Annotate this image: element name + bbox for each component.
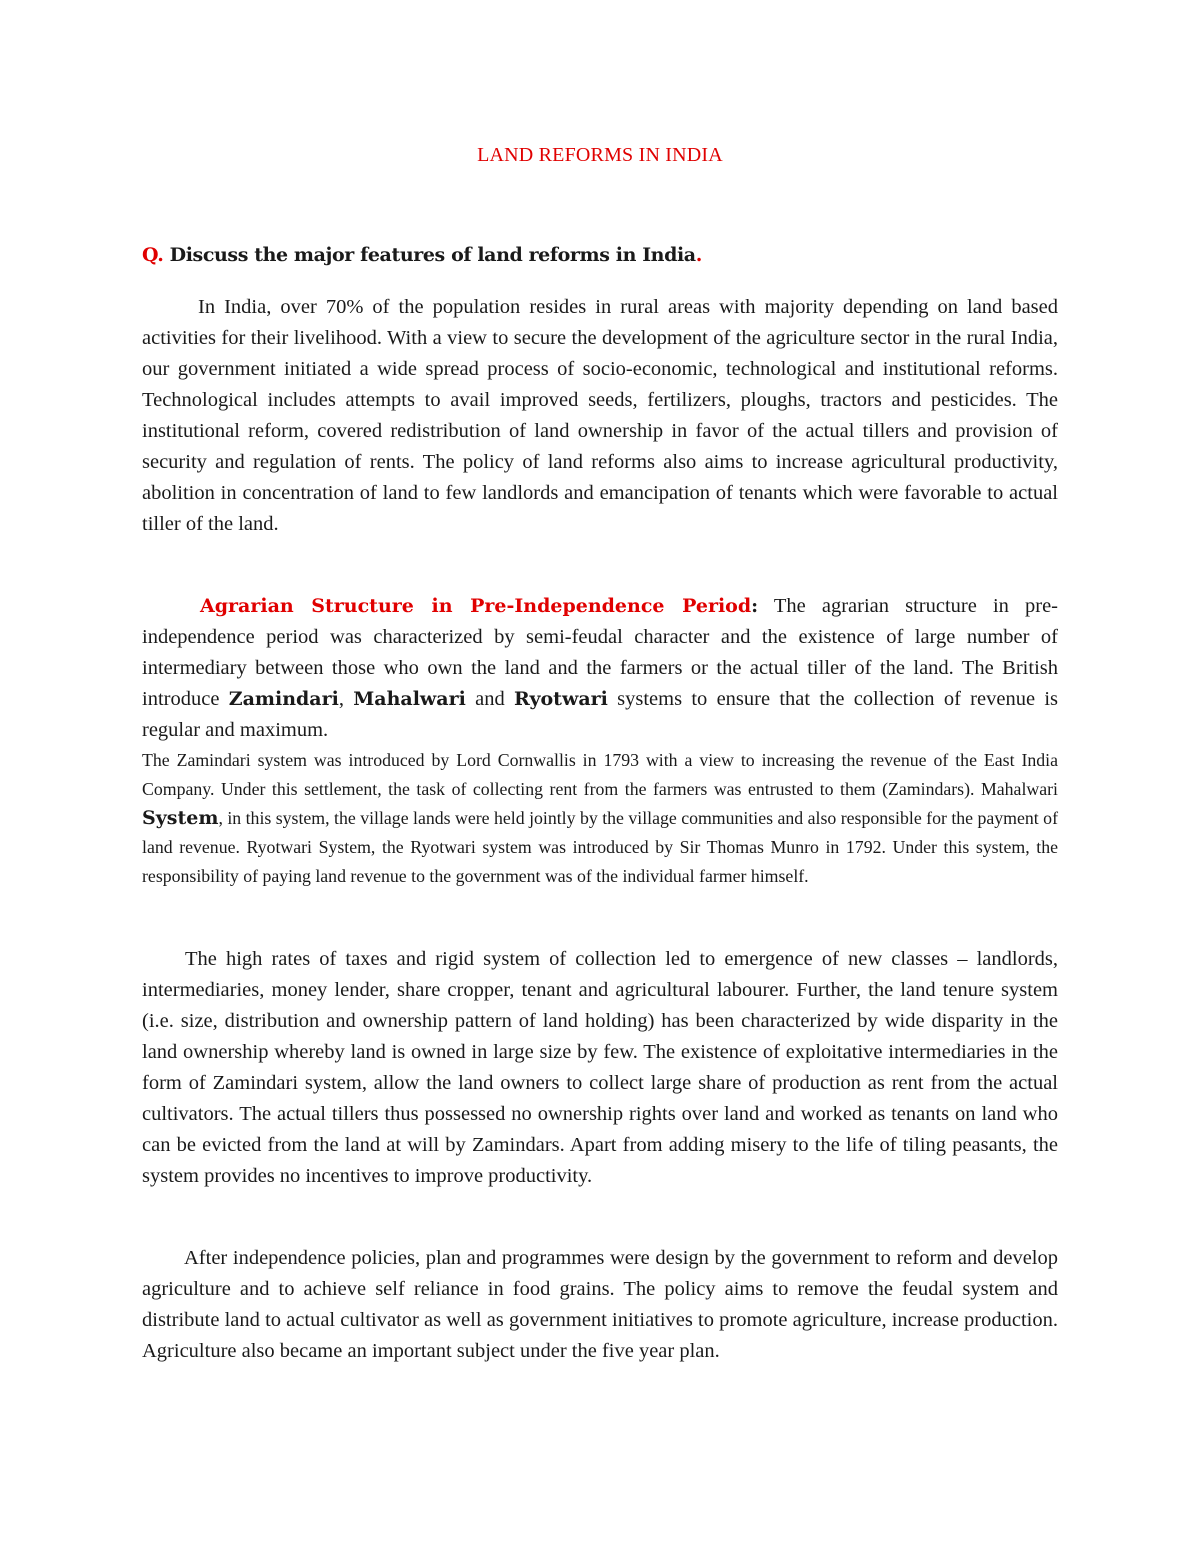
page-title: LAND REFORMS IN INDIA: [477, 144, 723, 166]
paragraph-agrarian-structure: [142, 591, 1058, 891]
question-text: Discuss the major features of land reforms in India: [163, 244, 696, 266]
term-separator-1: ,: [338, 688, 354, 710]
agrarian-text-4: , in this system, the village lands were held jointly by the village communities and also responsible for the payment of land revenue. Ryotwari System, the Ryotwari system was introduced by Sir Thomas Munro in 1792. Under this system, the responsibility of paying land revenue to the government was of the individual farmer himself.: [142, 808, 1058, 886]
term-zamindari: Zamindari: [228, 688, 339, 710]
question-prefix: Q.: [142, 244, 164, 266]
term-system: System: [142, 807, 219, 829]
section-heading: Agrarian Structure in Pre-Independence Period: [200, 595, 752, 617]
heading-colon: :: [751, 595, 759, 617]
paragraph-intro: In India, over 70% of the population resides in rural areas with majority depending on land based activities for their livelihood. With a view to secure the development of the agriculture sector in the rural India, our government initiated a wide spread process of socio-economic, technological and institutional reforms. Technological includes attempts to avail improved seeds, fertilizers, ploughs, tractors and pesticides. The institutional reform, covered redistribution of land ownership in favor of the actual tillers and provision of security and regulation of rents. The policy of land reforms also aims to increase agricultural productivity, abolition in concentration of land to few landlords and emancipation of tenants which were favorable to actual tiller of the land.: [142, 296, 1058, 535]
agrarian-text-2: systems to ensure that the collection of revenue is regular and maximum.: [142, 688, 1058, 741]
paragraph-taxes: The high rates of taxes and rigid system of collection led to emergence of new classes – landlords, intermediaries, money lender, share cropper, tenant and agricultural labourer. Further, the land tenure system (i.e. size, distribution and ownership pattern of land holding) has been characterized by wide disparity in the land ownership whereby land is owned in large size by few. The existence of exploitative intermediaries in the form of Zamindari system, allow the land owners to collect large share of production as rent from the actual cultivators. The actual tillers thus possessed no ownership rights over land and worked as tenants on land who can be evicted from the land at will by Zamindars. Apart from adding misery to the life of tiling peasants, the system provides no incentives to improve productivity.: [142, 948, 1058, 1187]
question-line: [142, 244, 1058, 266]
term-ryotwari: Ryotwari: [514, 688, 608, 710]
agrarian-details: [142, 746, 1058, 891]
term-mahalwari: Mahalwari: [353, 688, 466, 710]
term-separator-2: and: [465, 688, 515, 710]
agrarian-text-3: The Zamindari system was introduced by Lord Cornwallis in 1793 with a view to increasing the revenue of the East India Company. Under this settlement, the task of collecting rent from the farmers was entrusted to them (Zamindars). Mahalwari: [142, 750, 1058, 799]
question-end: .: [695, 244, 702, 266]
agrarian-text-1: The agrarian structure in pre-independence period was characterized by semi-feudal character and the existence of large number of intermediary between those who own the land and the farmers or the actual tiller of the land. The British introduce: [142, 595, 1058, 710]
paragraph-after-independence: After independence policies, plan and programmes were design by the government to reform and develop agriculture and to achieve self reliance in food grains. The policy aims to remove the feudal system and distribute land to actual cultivator as well as government initiatives to promote agriculture, increase production. Agriculture also became an important subject under the five year plan.: [142, 1247, 1058, 1362]
